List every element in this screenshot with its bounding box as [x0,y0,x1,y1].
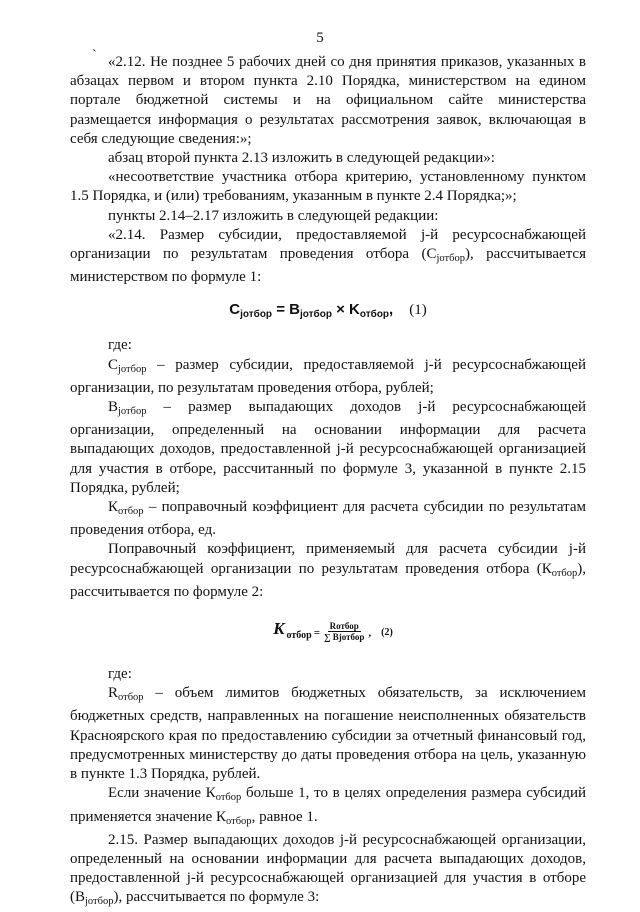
definition-k [70,498,586,540]
paragraph-amend-2-13: абзац второй пункта 2.13 изложить в следующей редакции»: [108,150,495,167]
subscript: jотбор [118,406,147,418]
scan-mark: ` [92,48,97,63]
subscript: jотбор [118,363,147,375]
fraction-numerator: Rотбор [329,621,359,632]
text-run: ), рассчитывается министерством по формуле 1: [70,246,586,286]
formula-punct: , [368,626,372,639]
where-label: где: [108,666,132,683]
text-run: ), рассчитывается по формуле 3: [113,889,320,906]
text-run: – размер выпадающих доходов j-й ресурсоснабжающей организации, определенный на основании информации для расчета выпадающих доходов, предоставленной j-й ресурсоснабжающей организацией для участия в отборе, рассчитанный по формуле 3, указанной в пункте 2.15 Порядка, рублей; [70,399,586,496]
paragraph-2-15 [70,831,586,912]
definition-c [70,356,586,398]
fraction-denominator: ∑ Bjотбор [324,632,365,643]
where-label: где: [108,337,132,354]
paragraph-amend-2-14: пункты 2.14–2.17 изложить в следующей редакции: [108,207,439,224]
subscript: отбор [118,506,144,518]
formula-punct: , [389,301,394,319]
formula-subscript: отбор [359,309,390,321]
subscript: отбор [118,692,144,704]
subscript: jотбор [85,896,114,908]
subscript: отбор [551,567,578,579]
text-run: , равное 1. [251,808,318,825]
subscript: jотбор [436,253,465,265]
paragraph-2-14 [70,226,586,288]
formula-number: (2) [381,627,393,639]
formula-subscript: jотбор [240,309,273,321]
formula-fraction [322,621,366,642]
paragraph-2-12: «2.12. Не позднее 5 рабочих дней со дня принятия приказов, указанных в абзацах первом и втором пункта 2.10 Порядка, министерством на едином портале бюджетной системы и на официальном сайте министерства размещается информация о результатах рассмотрения заявок, включающая в себя следующие сведения:»; [70,54,586,147]
formula-2 [70,618,586,643]
text-run: 2.15. Размер выпадающих доходов j-й ресурсоснабжающей организации, определенный на основании информации для расчета выпадающих доходов, предоставленной j-й ресурсоснабжающей организацией для участия в отборе (В [70,831,586,906]
formula-symbol: K [273,618,285,638]
formula-symbol: K [349,301,360,319]
definition-r [70,684,586,784]
text-run: С [108,356,119,373]
text-run: К [108,499,119,516]
text-run: – размер субсидии, предоставляемой j-й ресурсоснабжающей организации, по результатам проведения отбора, рублей; [70,356,586,396]
subscript: отбор [226,815,252,827]
formula-operator: = [272,301,290,319]
text-run: В [108,399,119,416]
definition-b [70,398,586,498]
formula-symbol: B [289,301,300,319]
document-body [70,53,586,912]
page-number: 5 [316,30,324,46]
paragraph-nonconformity: «несоответствие участника отбора критерию, установленному пунктом 1.5 Порядка, и (или) требованиям, указанным в пункте 2.4 Порядка;»; [70,169,586,205]
text-run: Поправочный коэффициент, применяемый для расчета субсидии j-й ресурсоснабжающей организации по результатам проведения отбора (К [70,541,586,577]
text-run: Если значение К [108,785,216,802]
paragraph-if-k [70,784,586,830]
text-run: «2.14. Размер субсидии, предоставляемой j-й ресурсоснабжающей организации по результатам проведения отбора (С [70,226,586,263]
text-run: больше 1, то в целях определения размера субсидий применяется значение К [70,785,587,825]
paragraph-coefficient [70,540,586,602]
text-run: R [108,685,119,702]
formula-subscript: jотбор [300,309,332,321]
formula-operator: = [313,626,321,639]
formula-1 [70,301,586,320]
text-run: – поправочный коэффициент для расчета субсидии по результатам проведения отбора, ед. [70,499,586,539]
subscript: отбор [215,792,242,804]
formula-operator: × [331,301,350,319]
formula-symbol: C [229,301,241,319]
formula-number: (1) [409,302,427,319]
text-run: – объем лимитов бюджетных обязательств, за исключением бюджетных средств, направленных на погашение неисполненных обязательств Красноярского края по предоставлению субсидии за отчетный финансовый год, предусмотренных министерству до даты проведения отбора на цель, указанную в пункте 1.3 Порядка, рублей. [70,685,586,783]
text-run: ), рассчитывается по формуле 2: [70,560,586,600]
formula-subscript: отбор [286,630,312,642]
